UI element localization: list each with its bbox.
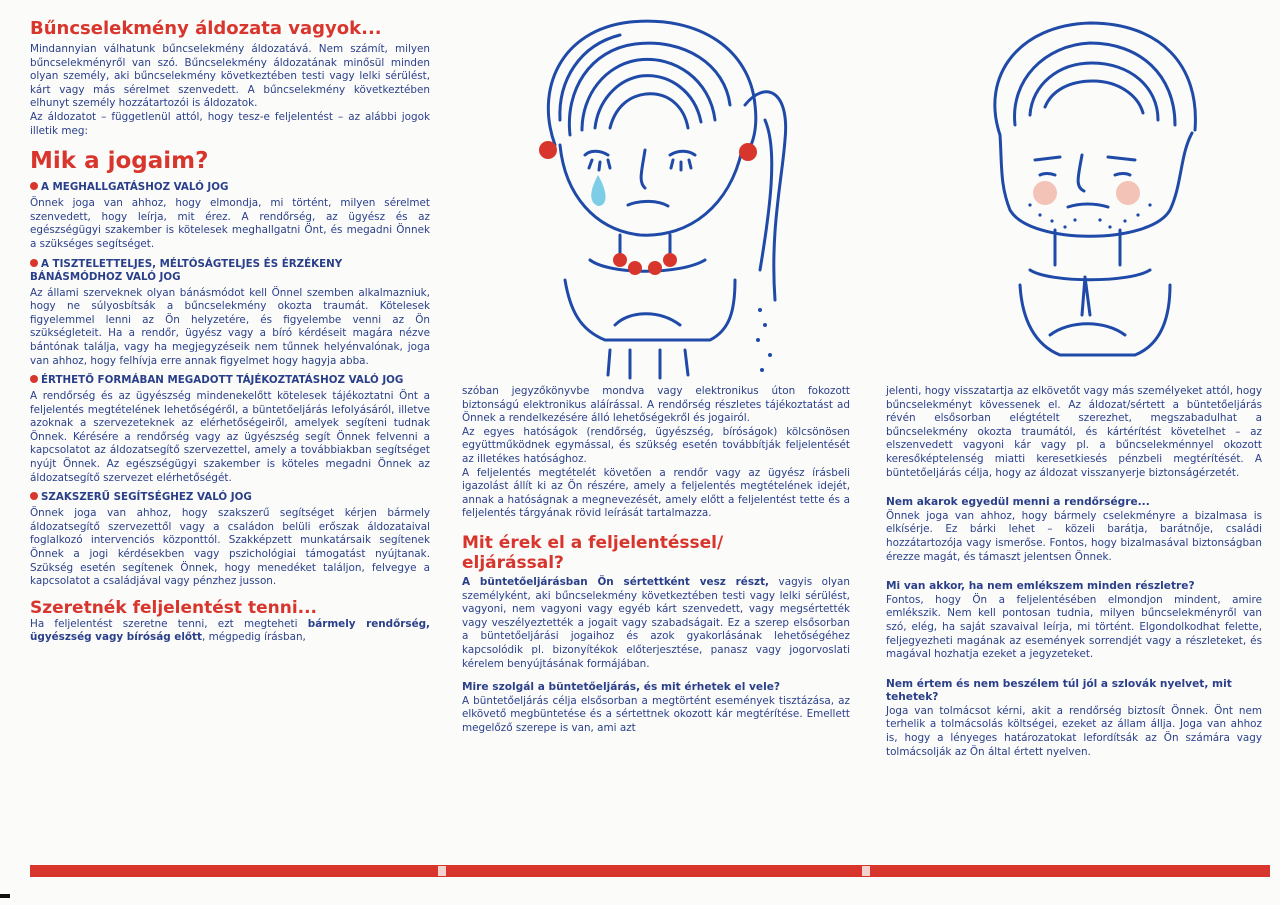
question-alone: Nem akarok egyedül menni a rendőrségre... (886, 496, 1150, 509)
right-2-text: Az állami szerveknek olyan bánásmódot kell Önnel szemben alkalmazniuk, hogy ne súlyosbítsák a bűncselekmény okozta traumát. Kötelesek figyelemmel lenni az Ön helyzetére, és figyelembe venni az Ön szükségleteit. Ha a rendőr, ügyész vagy a bíró kérdéseit magára nézve bántónak találja, vagy ha megjegyzéseik nem tűnnek helyénvalónak, joga van ahhoz, hogy felhívja erre annak figyelmet hogy hagyja abba. (30, 286, 430, 367)
fold-mark (862, 866, 870, 876)
answer-memory: Fontos, hogy Ön a feljelentésében elmondjon mindent, amire emlékszik. Nem kell pontosan tudnia, milyen bűncselekményről van szó, elég, ha saját szavaival leírja, mi történt. Elgondolkodhat felette, feljegyezheti magának az események sorrendjét vagy a részleteket, és magával hozhatja ezeket a jegyzeteket. (886, 593, 1262, 661)
right-1-heading: A MEGHALLGATÁSHOZ VALÓ JOG (30, 181, 430, 194)
right-3-text: A rendőrség és az ügyészség mindenekelőtt kötelesek tájékoztatni Önt a feljelentés megtételének lehetőségéről, a büntetőeljárás lefolyásáról, illetve azoknak a szervezeteknek az elérhetőségeiről, amelyek segíteni tudnak Önnek. Kérésére a rendőrség vagy az ügyészség segít Önnek felvenni a kapcsolatot az áldozatsegítő szervezettel, amely a továbbiakban segítséget nyújt Önnek. Az egészségügyi szakember is köteles megadni Önnek az áldozatsegítő szervezet elérhetőségét. (30, 390, 430, 484)
question-purpose: Mire szolgál a büntetőeljárás, és mit érhetek el vele? (462, 681, 781, 694)
title-rights: Mik a jogaim? (30, 148, 209, 175)
report-continuation: szóban jegyzőkönyvbe mondva vagy elektronikus úton fokozott biztonságú elektronikus aláírással. A rendőrség részletes tájékoztatást ad Önnek a rendelkezésére álló lehetőségekről és jogairól. (462, 385, 850, 425)
certificate-paragraph: A feljelentés megtételét követően a rendőr vagy az ügyész írásbeli igazolást állít ki az Ön részére, amely a feljelentés megtételének idejét, annak a hatóságnak a megnevezését, amely előtt a feljelentést tette és a feljelentés tárgyának rövid leírását tartalmazza. (462, 466, 850, 520)
intro-paragraph-2: Az áldozatot – függetlenül attól, hogy tesz-e feljelentést – az alábbi jogok illetik meg: (30, 110, 430, 137)
answer-alone: Önnek joga van ahhoz, hogy bármely cselekményre a bizalmasa is elkísérje. Ez bárki lehet – közeli barátja, barátnője, családi hozzátartozója vagy ismerőse. Fontos, hogy bizalmasával biztonságban érezze magát, és támaszt jelentsen Önnek. (886, 509, 1262, 563)
title-report: Szeretnék feljelentést tenni... (30, 597, 318, 618)
bullet-dot-icon (30, 375, 38, 383)
column-left (30, 18, 430, 645)
right-4-text: Önnek joga van ahhoz, hogy szakszerű segítséget kérjen bármely áldozatsegítő szervezettől vagy a családon belüli erőszak áldozataival foglalkozó intervenciós központtól. Szakképzett munkatársaik segítenek Önnek a jogi kérdésekben vagy pszichológiai támogatást nyújtanak. Szükség esetén segítenek Önnek, hogy menedéket találjon, felvegye a kapcsolatot a családjával vagy pénzhez jusson. (30, 507, 430, 588)
purpose-paragraph: A büntetőeljárás célja elsősorban a megtörtént események tisztázása, az elkövető megbüntetése és a sértettnek okozott kár megtérítése. Emellett megelőző szerepe is van, ami azt (462, 694, 850, 734)
right-1-text: Önnek joga van ahhoz, hogy elmondja, mi történt, milyen sérelmet szenvedett, hogy leírja, mit érez. A rendőrség, az ügyész és az egészségügyi szakember is kötelesek meghallgatni Önt, és megadni Önnek a szükséges segítséget. (30, 197, 430, 250)
authorities-paragraph: Az egyes hatóságok (rendőrség, ügyészség, bíróságok) kölcsönösen együttműködnek egymással, és szükség esetén továbbítják feljelentését az illetékes hatósághoz. (462, 425, 850, 465)
right-3-heading: ÉRTHETŐ FORMÁBAN MEGADOTT TÁJÉKOZTATÁSHOZ VALÓ JOG (30, 374, 430, 387)
column-right (886, 385, 1262, 759)
crying-woman-illustration (520, 10, 820, 382)
crop-mark (0, 894, 10, 898)
question-memory: Mi van akkor, ha nem emlékszem minden részletre? (886, 580, 1195, 593)
right-2-heading: A TISZTELETTELJES, MÉLTÓSÁGTELJES ÉS ÉRZÉKENY BÁNÁSMÓDHOZ VALÓ JOG (30, 257, 343, 283)
question-language: Nem értem és nem beszélem túl jól a szlovák nyelvet, mit tehetek? (886, 677, 1232, 704)
column-middle (462, 385, 850, 735)
footer-red-bar (30, 865, 1270, 877)
intro-paragraph-1: Mindannyian válhatunk bűncselekmény áldozatává. Nem számít, milyen bűncselekményről van szó. Bűncselekmény áldozatának minősül minden olyan személy, aki bűncselekmény következtében testi vagy lelki sérülést, kárt vagy más sérelmet szenvedett. A bűncselekmény következtében elhunyt személy hozzátartozói is áldozatok. (30, 43, 430, 110)
injured-party-paragraph: A büntetőeljárásban Ön sértettként vesz részt, vagyis olyan személyként, aki bűncselekmény következtében testi vagy lelki sérülést, vagyoni, nem vagyoni vagy egyéb kárt szenvedett, vagy megsértették vagy veszélyeztették a jogait vagy szabadságait. Ez a szerep elsősorban a büntetőeljárási jogaihoz és azok gyakorlásának lehetőségéhez kapcsolódik pl. bizonyítékok előterjesztése, panasz vagy jogorvoslati kérelem benyújtásának formájában. (462, 575, 850, 670)
bullet-dot-icon (30, 492, 38, 500)
bullet-dot-icon (30, 259, 38, 267)
answer-language: Joga van tolmácsot kérni, akit a rendőrség biztosít Önnek. Önt nem terhelik a tolmácsolás költségei, ezeket az állam állja. Joga van ahhoz is, hogy a lényeges határozatokat lefordítsák az Ön számára vagy tolmácsolják az Ön által értett nyelven. (886, 704, 1262, 758)
purpose-continuation: jelenti, hogy visszatartja az elkövetőt vagy más személyeket attól, hogy bűncselekményt kövessenek el. Az áldozat/sértett a büntetőeljárás révén elsősorban elégtételt szerezhet, megszabadulhat a bűncselekmény okozta traumától, és kártérítést követelhet – az elszenvedett vagyoni kár vagy pl. a bűncselekménnyel okozott keresőképtelenség miatti keresetkiesés pénzbeli megtérítését. A büntetőeljárás célja, hogy az áldozat visszanyerje biztonságérzetét. (886, 385, 1262, 479)
right-4-heading: SZAKSZERŰ SEGÍTSÉGHEZ VALÓ JOG (30, 491, 430, 504)
report-paragraph: Ha feljelentést szeretne tenni, ezt megteheti bármely rendőrség, ügyészség vagy bíróság előtt, mégpedig írásban, (30, 617, 431, 644)
thinking-man-illustration (960, 15, 1220, 375)
bullet-dot-icon (30, 182, 38, 190)
title-gain: Mit érek el a feljelentéssel/ eljárással? (462, 532, 724, 573)
title-victim: Bűncselekmény áldozata vagyok... (30, 18, 382, 39)
fold-mark (438, 866, 446, 876)
